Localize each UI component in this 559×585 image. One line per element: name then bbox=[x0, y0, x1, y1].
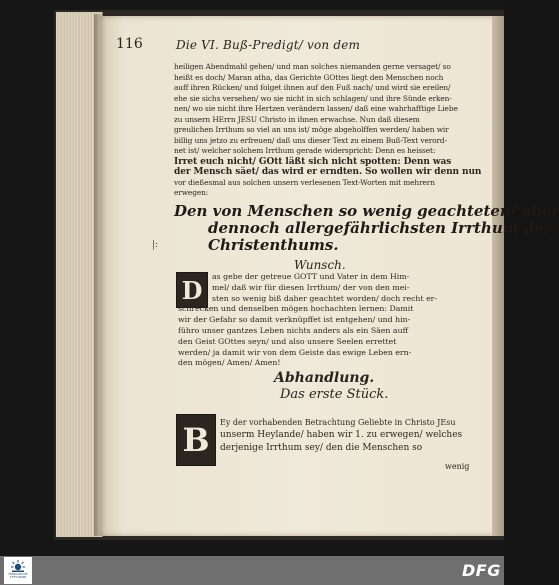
body-line: billig uns jetzo zu erfreuen/ daß uns dieser Text zu einem Buß-Text verord- bbox=[174, 135, 447, 145]
page-number: 116 bbox=[116, 36, 143, 52]
heading-line: Christenthums. bbox=[208, 236, 339, 254]
stueck-line: Ey der vorhabenden Betrachtung Geliebte in Christo JEsu bbox=[220, 418, 456, 427]
running-head: Die VI. Buß-Predigt/ von dem bbox=[176, 38, 361, 52]
body-line: nen/ wo sie nicht ihre Hertzen verändern lassen/ daß eine wahrhafftige Liebe bbox=[174, 104, 458, 113]
francke-logo[interactable] bbox=[4, 557, 32, 584]
body-line: heiligen Abendmahl gehen/ und man solches niemanden gerne versaget/ so bbox=[174, 62, 451, 71]
wunsch-line: den mögen/ Amen/ Amen! bbox=[178, 358, 281, 368]
margin-mark: |: bbox=[152, 240, 159, 250]
wunsch-line: führo unser gantzes Leben nichts anders als ein Säen auff bbox=[178, 325, 409, 335]
body-line-emphasis: Irret euch nicht/ GOtt läßt sich nicht spotten: Denn was bbox=[174, 156, 452, 167]
body-line: ehe sie sichs versehen/ wo sie nicht in sich schlagen/ und ihre Sünde erken- bbox=[174, 93, 452, 103]
body-text bbox=[174, 62, 482, 199]
wunsch-title: Wunsch. bbox=[294, 258, 346, 272]
wunsch-line: werden/ ja damit wir von dem Geiste das ewige Leben ern- bbox=[178, 347, 412, 357]
wunsch-line: schrecken und denselben mögen hochachten lernen: Damit bbox=[178, 304, 414, 314]
dropcap-wunsch: D bbox=[176, 272, 208, 308]
wunsch-line: sten so wenig biß daher geachtet worden/ doch recht er- bbox=[212, 293, 438, 303]
heading-line: dennoch allergefährlichsten Irrthum des bbox=[208, 219, 553, 237]
stueck-line: unserm Heylande/ haben wir 1. zu erwegen/ welches bbox=[220, 430, 463, 440]
stueck-paragraph bbox=[178, 416, 470, 455]
body-line-emphasis: der Mensch säet/ das wird er erndten. So wollen wir denn nun bbox=[174, 167, 482, 177]
body-line: heißt es doch/ Maran atha, das Gerichte GOttes liegt den Menschen noch bbox=[174, 72, 444, 82]
sermon-theme-heading bbox=[174, 203, 559, 254]
wunsch-line: den Geist GOttes seyn/ und also unsere Seelen errettet bbox=[178, 336, 397, 346]
francke-sun-emblem-icon bbox=[10, 559, 26, 573]
body-line: vor dießesmal aus solchen unsern verlesenen Text-Worten mit mehrern bbox=[174, 177, 435, 187]
body-line: net ist/ welcher solchem Irrthum gerade widerspricht: Denn es heisset: bbox=[174, 146, 436, 155]
dfg-logo[interactable]: DFG bbox=[462, 561, 501, 580]
abhandlung-title: Abhandlung. bbox=[274, 370, 375, 386]
footer-bar bbox=[0, 556, 504, 585]
logo-text-line1: FRANCKESCHE bbox=[8, 573, 28, 576]
body-line: zu unsern HErrn JESU Christo in ihnen erwachse. Nun daß diesem bbox=[174, 114, 420, 124]
wunsch-line: as gebe der getreue GOTT und Vater in dem Him- bbox=[212, 272, 410, 281]
wunsch-line: wir der Gefahr so damit verknüpffet ist entgehen/ und hin- bbox=[178, 315, 411, 325]
dropcap-stueck: B bbox=[176, 414, 216, 466]
body-line: erwegen: bbox=[174, 188, 209, 197]
wunsch-paragraph bbox=[178, 272, 470, 369]
stueck-line: derjenige Irrthum sey/ den die Menschen so bbox=[220, 443, 423, 453]
heading-line: Den von Menschen so wenig geachteten/ aber bbox=[174, 202, 559, 220]
erste-stueck-title: Das erste Stück. bbox=[280, 387, 389, 402]
page-right-edge bbox=[492, 16, 504, 536]
body-line: greulichen Irrthum so viel an uns ist/ möge abgeholffen werden/ haben wir bbox=[174, 125, 449, 134]
wunsch-line: mel/ daß wir für diesen Irrthum/ der von den mei- bbox=[212, 282, 410, 292]
body-line: auff ihren Rücken/ und folget ihnen auf den Fuß nach/ und wird sie ereilen/ bbox=[174, 83, 451, 92]
catchword: wenig bbox=[445, 462, 470, 471]
logo-text-line2: STIFTUNGEN bbox=[9, 576, 27, 579]
